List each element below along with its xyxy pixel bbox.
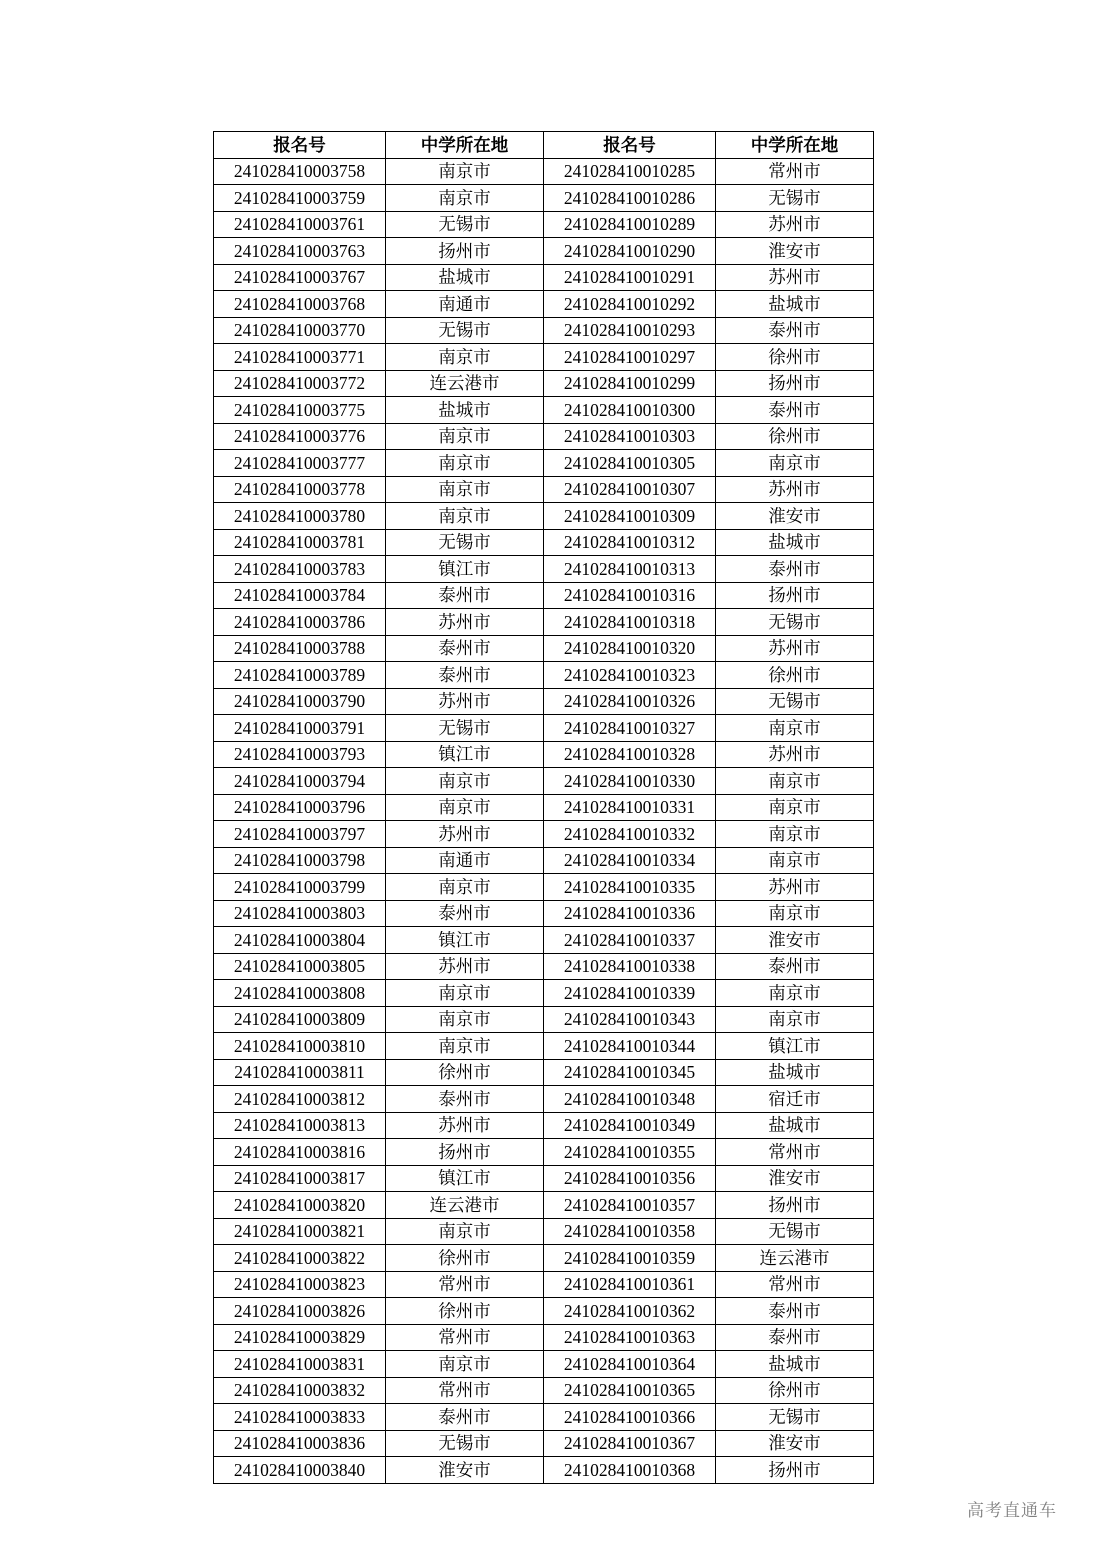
- cell-registration-number: 241028410003776: [214, 423, 386, 450]
- table-row: [214, 476, 874, 503]
- cell-registration-number: 241028410010355: [544, 1139, 716, 1166]
- table-row: [214, 741, 874, 768]
- cell-school-location: 扬州市: [716, 370, 874, 397]
- table-row: [214, 847, 874, 874]
- cell-school-location: 常州市: [716, 158, 874, 185]
- cell-registration-number: 241028410003808: [214, 980, 386, 1007]
- cell-school-location: 南京市: [716, 768, 874, 795]
- cell-registration-number: 241028410010285: [544, 158, 716, 185]
- cell-school-location: 淮安市: [716, 927, 874, 954]
- cell-school-location: 淮安市: [716, 1165, 874, 1192]
- table-row: [214, 158, 874, 185]
- cell-registration-number: 241028410003840: [214, 1457, 386, 1484]
- table-row: [214, 609, 874, 636]
- cell-school-location: 泰州市: [386, 635, 544, 662]
- cell-registration-number: 241028410010292: [544, 291, 716, 318]
- cell-registration-number: 241028410010307: [544, 476, 716, 503]
- cell-school-location: 淮安市: [386, 1457, 544, 1484]
- cell-registration-number: 241028410003804: [214, 927, 386, 954]
- cell-school-location: 淮安市: [716, 238, 874, 265]
- table-row: [214, 821, 874, 848]
- cell-school-location: 苏州市: [716, 211, 874, 238]
- cell-school-location: 镇江市: [386, 1165, 544, 1192]
- cell-registration-number: 241028410010366: [544, 1404, 716, 1431]
- cell-school-location: 南京市: [716, 821, 874, 848]
- table-row: [214, 953, 874, 980]
- cell-registration-number: 241028410010316: [544, 582, 716, 609]
- cell-school-location: 盐城市: [716, 1059, 874, 1086]
- registration-table-container: [213, 131, 873, 1484]
- cell-school-location: 苏州市: [716, 476, 874, 503]
- cell-school-location: 连云港市: [386, 370, 544, 397]
- cell-school-location: 盐城市: [386, 397, 544, 424]
- table-row: [214, 1404, 874, 1431]
- cell-school-location: 徐州市: [716, 662, 874, 689]
- cell-registration-number: 241028410003783: [214, 556, 386, 583]
- table-row: [214, 927, 874, 954]
- table-row: [214, 1324, 874, 1351]
- table-row: [214, 291, 874, 318]
- cell-school-location: 南京市: [386, 344, 544, 371]
- cell-registration-number: 241028410003821: [214, 1218, 386, 1245]
- cell-school-location: 泰州市: [716, 953, 874, 980]
- cell-school-location: 常州市: [716, 1139, 874, 1166]
- cell-registration-number: 241028410010365: [544, 1377, 716, 1404]
- cell-school-location: 无锡市: [386, 715, 544, 742]
- cell-registration-number: 241028410003816: [214, 1139, 386, 1166]
- cell-school-location: 南京市: [716, 794, 874, 821]
- registration-table: [213, 131, 874, 1484]
- cell-school-location: 扬州市: [386, 1139, 544, 1166]
- cell-registration-number: 241028410003798: [214, 847, 386, 874]
- table-row: [214, 635, 874, 662]
- cell-school-location: 苏州市: [716, 635, 874, 662]
- cell-registration-number: 241028410010359: [544, 1245, 716, 1272]
- cell-registration-number: 241028410010293: [544, 317, 716, 344]
- table-row: [214, 1086, 874, 1113]
- cell-registration-number: 241028410003794: [214, 768, 386, 795]
- cell-registration-number: 241028410010328: [544, 741, 716, 768]
- cell-registration-number: 241028410010335: [544, 874, 716, 901]
- cell-school-location: 苏州市: [386, 1112, 544, 1139]
- cell-registration-number: 241028410010344: [544, 1033, 716, 1060]
- cell-school-location: 常州市: [386, 1271, 544, 1298]
- table-row: [214, 397, 874, 424]
- cell-registration-number: 241028410010357: [544, 1192, 716, 1219]
- table-row: [214, 1165, 874, 1192]
- cell-registration-number: 241028410003791: [214, 715, 386, 742]
- cell-school-location: 无锡市: [716, 609, 874, 636]
- cell-registration-number: 241028410003768: [214, 291, 386, 318]
- table-row: [214, 556, 874, 583]
- cell-registration-number: 241028410003811: [214, 1059, 386, 1086]
- cell-registration-number: 241028410003790: [214, 688, 386, 715]
- cell-school-location: 泰州市: [386, 1086, 544, 1113]
- cell-registration-number: 241028410003777: [214, 450, 386, 477]
- cell-registration-number: 241028410010364: [544, 1351, 716, 1378]
- cell-registration-number: 241028410003833: [214, 1404, 386, 1431]
- table-row: [214, 1112, 874, 1139]
- table-row: [214, 264, 874, 291]
- cell-registration-number: 241028410010343: [544, 1006, 716, 1033]
- cell-school-location: 南京市: [386, 1033, 544, 1060]
- cell-school-location: 苏州市: [716, 874, 874, 901]
- table-row: [214, 794, 874, 821]
- cell-registration-number: 241028410003778: [214, 476, 386, 503]
- cell-school-location: 盐城市: [386, 264, 544, 291]
- cell-registration-number: 241028410010289: [544, 211, 716, 238]
- cell-registration-number: 241028410010299: [544, 370, 716, 397]
- table-row: [214, 1033, 874, 1060]
- cell-registration-number: 241028410010323: [544, 662, 716, 689]
- table-row: [214, 1430, 874, 1457]
- cell-school-location: 无锡市: [716, 1218, 874, 1245]
- cell-school-location: 南通市: [386, 291, 544, 318]
- cell-school-location: 淮安市: [716, 1430, 874, 1457]
- table-row: [214, 874, 874, 901]
- cell-school-location: 徐州市: [716, 423, 874, 450]
- cell-registration-number: 241028410010318: [544, 609, 716, 636]
- cell-registration-number: 241028410003781: [214, 529, 386, 556]
- cell-school-location: 南京市: [386, 476, 544, 503]
- cell-school-location: 南京市: [386, 794, 544, 821]
- cell-school-location: 苏州市: [386, 688, 544, 715]
- cell-school-location: 南京市: [386, 1006, 544, 1033]
- cell-school-location: 泰州市: [386, 662, 544, 689]
- cell-registration-number: 241028410010345: [544, 1059, 716, 1086]
- cell-registration-number: 241028410010362: [544, 1298, 716, 1325]
- cell-school-location: 南京市: [386, 980, 544, 1007]
- cell-registration-number: 241028410010309: [544, 503, 716, 530]
- table-row: [214, 529, 874, 556]
- cell-registration-number: 241028410003772: [214, 370, 386, 397]
- table-row: [214, 900, 874, 927]
- cell-school-location: 扬州市: [716, 1457, 874, 1484]
- cell-school-location: 无锡市: [386, 211, 544, 238]
- table-row: [214, 503, 874, 530]
- cell-school-location: 镇江市: [386, 741, 544, 768]
- table-row: [214, 1006, 874, 1033]
- table-row: [214, 211, 874, 238]
- cell-school-location: 南京市: [716, 1006, 874, 1033]
- table-row: [214, 1192, 874, 1219]
- cell-registration-number: 241028410003822: [214, 1245, 386, 1272]
- cell-school-location: 泰州市: [716, 397, 874, 424]
- cell-school-location: 南京市: [386, 185, 544, 212]
- cell-registration-number: 241028410010356: [544, 1165, 716, 1192]
- cell-registration-number: 241028410010358: [544, 1218, 716, 1245]
- table-row: [214, 344, 874, 371]
- table-row: [214, 980, 874, 1007]
- cell-school-location: 常州市: [386, 1324, 544, 1351]
- cell-school-location: 泰州市: [386, 1404, 544, 1431]
- cell-registration-number: 241028410010349: [544, 1112, 716, 1139]
- cell-registration-number: 241028410003813: [214, 1112, 386, 1139]
- cell-registration-number: 241028410003805: [214, 953, 386, 980]
- cell-registration-number: 241028410010327: [544, 715, 716, 742]
- cell-registration-number: 241028410003767: [214, 264, 386, 291]
- cell-registration-number: 241028410003793: [214, 741, 386, 768]
- cell-school-location: 南京市: [386, 423, 544, 450]
- table-body: [214, 158, 874, 1483]
- cell-school-location: 南京市: [386, 768, 544, 795]
- cell-registration-number: 241028410010368: [544, 1457, 716, 1484]
- cell-registration-number: 241028410003784: [214, 582, 386, 609]
- cell-registration-number: 241028410003770: [214, 317, 386, 344]
- cell-school-location: 苏州市: [386, 609, 544, 636]
- table-row: [214, 1351, 874, 1378]
- table-row: [214, 582, 874, 609]
- cell-school-location: 南通市: [386, 847, 544, 874]
- table-row: [214, 1218, 874, 1245]
- cell-registration-number: 241028410010291: [544, 264, 716, 291]
- cell-school-location: 无锡市: [716, 185, 874, 212]
- cell-registration-number: 241028410003836: [214, 1430, 386, 1457]
- cell-registration-number: 241028410010331: [544, 794, 716, 821]
- cell-school-location: 苏州市: [716, 741, 874, 768]
- cell-registration-number: 241028410003761: [214, 211, 386, 238]
- cell-registration-number: 241028410010348: [544, 1086, 716, 1113]
- cell-registration-number: 241028410003823: [214, 1271, 386, 1298]
- cell-registration-number: 241028410010367: [544, 1430, 716, 1457]
- cell-school-location: 常州市: [716, 1271, 874, 1298]
- cell-registration-number: 241028410003829: [214, 1324, 386, 1351]
- cell-school-location: 徐州市: [386, 1298, 544, 1325]
- cell-registration-number: 241028410003803: [214, 900, 386, 927]
- cell-registration-number: 241028410003832: [214, 1377, 386, 1404]
- cell-registration-number: 241028410010363: [544, 1324, 716, 1351]
- cell-school-location: 扬州市: [386, 238, 544, 265]
- cell-registration-number: 241028410003796: [214, 794, 386, 821]
- cell-school-location: 扬州市: [716, 1192, 874, 1219]
- cell-registration-number: 241028410003771: [214, 344, 386, 371]
- cell-school-location: 淮安市: [716, 503, 874, 530]
- cell-school-location: 南京市: [386, 450, 544, 477]
- table-row: [214, 1298, 874, 1325]
- cell-registration-number: 241028410010300: [544, 397, 716, 424]
- table-row: [214, 317, 874, 344]
- cell-registration-number: 241028410003820: [214, 1192, 386, 1219]
- cell-school-location: 南京市: [386, 1351, 544, 1378]
- cell-registration-number: 241028410003809: [214, 1006, 386, 1033]
- cell-school-location: 徐州市: [386, 1245, 544, 1272]
- cell-school-location: 泰州市: [716, 556, 874, 583]
- cell-registration-number: 241028410010303: [544, 423, 716, 450]
- cell-registration-number: 241028410010290: [544, 238, 716, 265]
- cell-school-location: 南京市: [716, 980, 874, 1007]
- cell-school-location: 镇江市: [386, 927, 544, 954]
- cell-registration-number: 241028410003775: [214, 397, 386, 424]
- cell-registration-number: 241028410010297: [544, 344, 716, 371]
- column-header-school-location-left: 中学所在地: [386, 132, 544, 159]
- cell-registration-number: 241028410010338: [544, 953, 716, 980]
- cell-registration-number: 241028410010361: [544, 1271, 716, 1298]
- table-row: [214, 1059, 874, 1086]
- table-row: [214, 1457, 874, 1484]
- cell-school-location: 盐城市: [716, 1351, 874, 1378]
- table-row: [214, 185, 874, 212]
- cell-school-location: 徐州市: [716, 1377, 874, 1404]
- cell-registration-number: 241028410003799: [214, 874, 386, 901]
- cell-school-location: 无锡市: [386, 1430, 544, 1457]
- table-row: [214, 450, 874, 477]
- cell-registration-number: 241028410003763: [214, 238, 386, 265]
- cell-school-location: 镇江市: [386, 556, 544, 583]
- cell-registration-number: 241028410010286: [544, 185, 716, 212]
- cell-registration-number: 241028410010339: [544, 980, 716, 1007]
- cell-school-location: 泰州市: [386, 900, 544, 927]
- cell-registration-number: 241028410010334: [544, 847, 716, 874]
- cell-registration-number: 241028410003780: [214, 503, 386, 530]
- cell-school-location: 扬州市: [716, 582, 874, 609]
- cell-registration-number: 241028410003786: [214, 609, 386, 636]
- cell-school-location: 南京市: [716, 847, 874, 874]
- table-row: [214, 1377, 874, 1404]
- table-row: [214, 715, 874, 742]
- table-row: [214, 662, 874, 689]
- table-row: [214, 370, 874, 397]
- cell-school-location: 南京市: [386, 1218, 544, 1245]
- cell-school-location: 常州市: [386, 1377, 544, 1404]
- cell-registration-number: 241028410003812: [214, 1086, 386, 1113]
- table-row: [214, 238, 874, 265]
- cell-registration-number: 241028410010336: [544, 900, 716, 927]
- cell-school-location: 宿迁市: [716, 1086, 874, 1113]
- column-header-school-location-right: 中学所在地: [716, 132, 874, 159]
- cell-registration-number: 241028410010330: [544, 768, 716, 795]
- cell-registration-number: 241028410010320: [544, 635, 716, 662]
- table-row: [214, 1139, 874, 1166]
- cell-school-location: 苏州市: [386, 821, 544, 848]
- table-row: [214, 768, 874, 795]
- table-row: [214, 688, 874, 715]
- cell-school-location: 无锡市: [386, 317, 544, 344]
- cell-registration-number: 241028410003797: [214, 821, 386, 848]
- column-header-registration-number-left: 报名号: [214, 132, 386, 159]
- cell-registration-number: 241028410010332: [544, 821, 716, 848]
- watermark-text: 高考直通车: [967, 1501, 1057, 1520]
- cell-school-location: 泰州市: [716, 1298, 874, 1325]
- cell-registration-number: 241028410010313: [544, 556, 716, 583]
- cell-school-location: 连云港市: [716, 1245, 874, 1272]
- table-row: [214, 1245, 874, 1272]
- cell-registration-number: 241028410003817: [214, 1165, 386, 1192]
- cell-school-location: 徐州市: [386, 1059, 544, 1086]
- cell-school-location: 盐城市: [716, 1112, 874, 1139]
- cell-school-location: 镇江市: [716, 1033, 874, 1060]
- cell-registration-number: 241028410010305: [544, 450, 716, 477]
- cell-registration-number: 241028410003788: [214, 635, 386, 662]
- table-row: [214, 1271, 874, 1298]
- cell-school-location: 南京市: [386, 158, 544, 185]
- cell-school-location: 南京市: [386, 874, 544, 901]
- table-header: [214, 132, 874, 159]
- cell-registration-number: 241028410003831: [214, 1351, 386, 1378]
- cell-school-location: 盐城市: [716, 529, 874, 556]
- cell-school-location: 无锡市: [716, 1404, 874, 1431]
- table-row: [214, 423, 874, 450]
- cell-school-location: 盐城市: [716, 291, 874, 318]
- cell-school-location: 苏州市: [716, 264, 874, 291]
- cell-school-location: 无锡市: [386, 529, 544, 556]
- cell-school-location: 南京市: [386, 503, 544, 530]
- cell-school-location: 徐州市: [716, 344, 874, 371]
- cell-registration-number: 241028410003759: [214, 185, 386, 212]
- cell-school-location: 连云港市: [386, 1192, 544, 1219]
- cell-registration-number: 241028410003826: [214, 1298, 386, 1325]
- cell-registration-number: 241028410010337: [544, 927, 716, 954]
- cell-school-location: 无锡市: [716, 688, 874, 715]
- cell-registration-number: 241028410010312: [544, 529, 716, 556]
- cell-registration-number: 241028410010326: [544, 688, 716, 715]
- cell-registration-number: 241028410003810: [214, 1033, 386, 1060]
- cell-school-location: 泰州市: [386, 582, 544, 609]
- table-header-row: [214, 132, 874, 159]
- cell-school-location: 泰州市: [716, 1324, 874, 1351]
- cell-school-location: 泰州市: [716, 317, 874, 344]
- cell-registration-number: 241028410003789: [214, 662, 386, 689]
- cell-school-location: 南京市: [716, 715, 874, 742]
- cell-school-location: 苏州市: [386, 953, 544, 980]
- cell-school-location: 南京市: [716, 900, 874, 927]
- column-header-registration-number-right: 报名号: [544, 132, 716, 159]
- cell-registration-number: 241028410003758: [214, 158, 386, 185]
- cell-school-location: 南京市: [716, 450, 874, 477]
